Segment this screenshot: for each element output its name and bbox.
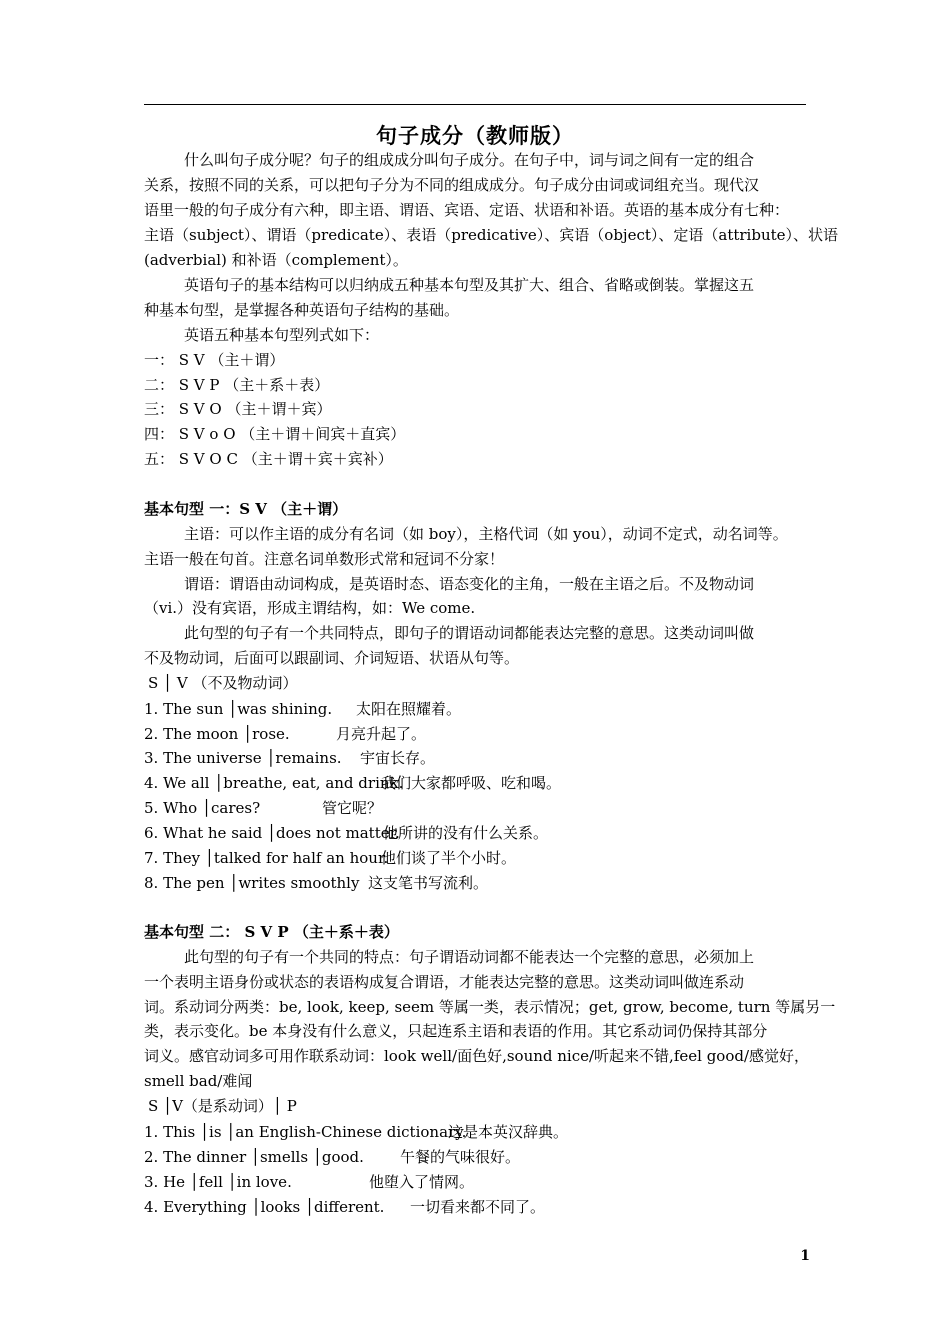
pattern-item: 三： S V O （主＋谓＋宾） <box>144 400 332 418</box>
structure-line: 种基本句型，是掌握各种英语句子结构的基础。 <box>144 301 460 319</box>
example-zh: 我们大家都呼吸、吃和喝。 <box>381 774 562 792</box>
page-title: 句子成分（教师版） <box>376 123 574 148</box>
example-en: 5. Who │cares? <box>144 799 261 817</box>
section2-line: 类，表示变化。be 本身没有什么意义，只起连系主语和表语的作用。其它系动词仍保持其部分 <box>144 1022 768 1040</box>
section1-line: 主语：可以作主语的成分有名词（如 boy），主格代词（如 you），动词不定式，动名词等。 <box>184 525 788 543</box>
section1-formula: S │ V （不及物动词） <box>148 674 298 692</box>
section1-heading: 基本句型 一：S V （主＋谓） <box>144 500 348 518</box>
example-en: 7. They │talked for half an hour. <box>144 849 389 867</box>
example-en: 2. The dinner │smells │good. <box>144 1148 364 1166</box>
header-rule <box>144 104 806 105</box>
section2-line: 一个表明主语身份或状态的表语构成复合谓语，才能表达完整的意思。这类动词叫做连系动 <box>144 973 745 991</box>
example-zh: 这是本英汉辞典。 <box>448 1123 569 1141</box>
example-en: 3. The universe │remains. <box>144 749 342 767</box>
pattern-item: 五： S V O C （主＋谓＋宾＋宾补） <box>144 450 393 468</box>
intro-line: 关系，按照不同的关系，可以把句子分为不同的组成成分。句子成分由词或词组充当。现代汉 <box>144 176 760 194</box>
patterns-intro: 英语五种基本句型列式如下： <box>184 326 380 344</box>
example-zh: 管它呢？ <box>322 799 383 817</box>
intro-line: 语里一般的句子成分有六种，即主语、谓语、宾语、定语、状语和补语。英语的基本成分有七种： <box>144 201 790 219</box>
structure-line: 英语句子的基本结构可以归纳成五种基本句型及其扩大、组合、省略或倒装。掌握这五 <box>184 276 755 294</box>
section2-formula: S │V（是系动词）│ P <box>148 1097 297 1115</box>
example-zh: 宇宙长存。 <box>360 749 436 767</box>
section1-line: 此句型的句子有一个共同特点，即句子的谓语动词都能表达完整的意思。这类动词叫做 <box>184 624 755 642</box>
section1-line: 主语一般在句首。注意名词单数形式常和冠词不分家！ <box>144 550 505 568</box>
example-en: 8. The pen │writes smoothly <box>144 874 360 892</box>
section1-line: （vi.）没有宾语，形成主谓结构，如：We come. <box>144 599 476 617</box>
example-zh: 这支笔书写流利。 <box>368 874 489 892</box>
example-en: 1. The sun │was shining. <box>144 700 333 718</box>
example-zh: 他们谈了半个小时。 <box>381 849 517 867</box>
example-en: 3. He │fell │in love. <box>144 1173 292 1191</box>
example-zh: 一切看来都不同了。 <box>410 1198 546 1216</box>
section2-line: smell bad/难闻 <box>144 1072 253 1090</box>
section1-line: 不及物动词，后面可以跟副词、介词短语、状语从句等。 <box>144 649 520 667</box>
intro-line: 什么叫句子成分呢？句子的组成成分叫句子成分。在句子中，词与词之间有一定的组合 <box>184 151 755 169</box>
section2-heading: 基本句型 二： S V P （主＋系＋表） <box>144 923 399 941</box>
example-zh: 月亮升起了。 <box>336 725 427 743</box>
example-zh: 午餐的气味很好。 <box>400 1148 521 1166</box>
section2-line: 此句型的句子有一个共同的特点：句子谓语动词都不能表达一个完整的意思，必须加上 <box>184 948 755 966</box>
intro-line: 主语（subject）、谓语（predicate）、表语（predicative）、宾语（object）、定语（attribute）、状语 <box>144 226 839 244</box>
example-zh: 他堕入了情网。 <box>369 1173 475 1191</box>
section1-line: 谓语：谓语由动词构成，是英语时态、语态变化的主角，一般在主语之后。不及物动词 <box>184 575 755 593</box>
example-en: 6. What he said │does not matter. <box>144 824 400 842</box>
section2-line: 词义。感官动词多可用作联系动词：look well/面色好,sound nice/听起来不错,feel good/感觉好， <box>144 1047 810 1065</box>
example-en: 4. Everything │looks │different. <box>144 1198 385 1216</box>
page-number: 1 <box>800 1248 810 1264</box>
pattern-item: 四： S V o O （主＋谓＋间宾＋直宾） <box>144 425 406 443</box>
pattern-item: 一： S V （主＋谓） <box>144 351 285 369</box>
example-en: 2. The moon │rose. <box>144 725 290 743</box>
section2-line: 词。系动词分两类：be, look, keep, seem 等属一类，表示情况；get, grow, become, turn 等属另一 <box>144 998 836 1016</box>
example-zh: 他所讲的没有什么关系。 <box>383 824 549 842</box>
example-en: 4. We all │breathe, eat, and drink. <box>144 774 404 792</box>
example-en: 1. This │is │an English-Chinese dictionary. <box>144 1123 467 1141</box>
pattern-item: 二： S V P （主＋系＋表） <box>144 376 330 394</box>
intro-line: (adverbial) 和补语（complement）。 <box>144 251 408 269</box>
example-zh: 太阳在照耀着。 <box>356 700 462 718</box>
